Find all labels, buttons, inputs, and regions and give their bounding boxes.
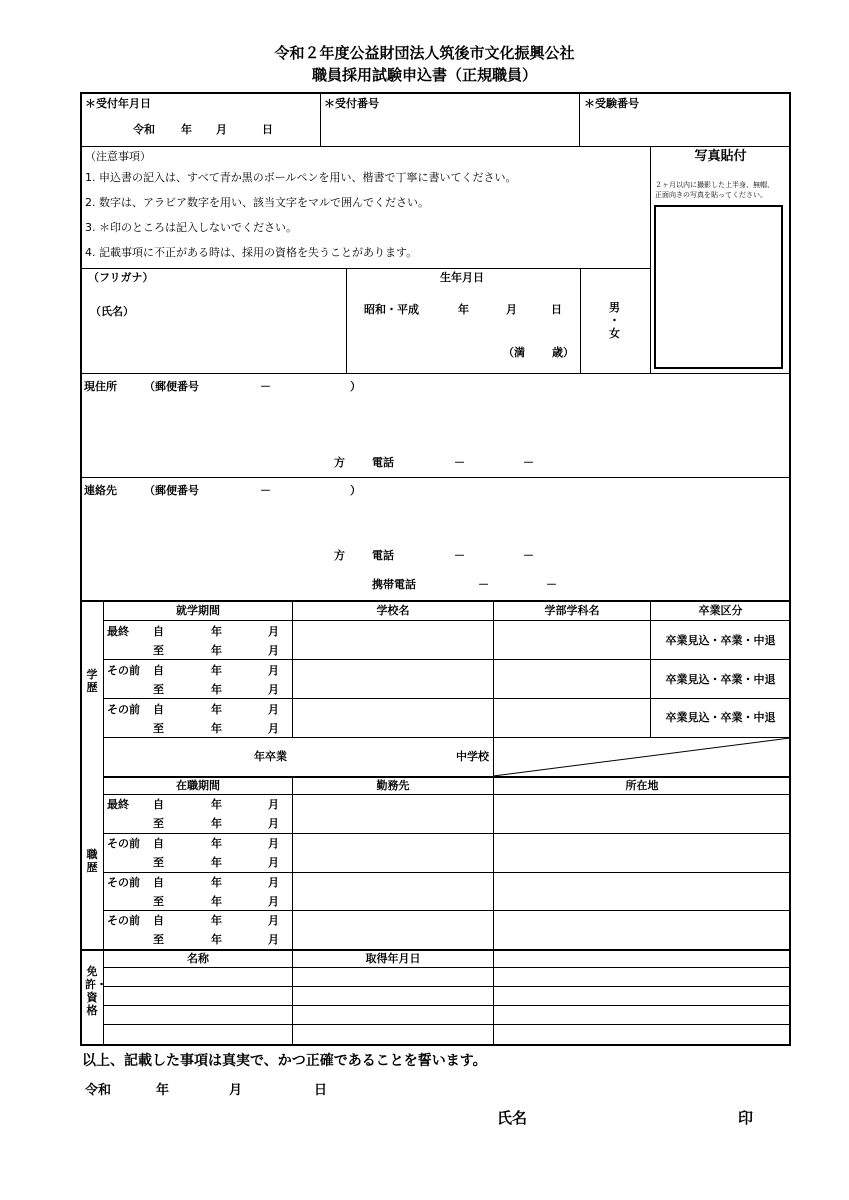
note-item: 1. 申込書の記入は、すべて青か黒のボールペンを用い、楷書で丁寧に書いてください。 (85, 171, 517, 184)
address-phone-label: 電話 (372, 456, 394, 469)
receipt-month: 月 (216, 123, 227, 136)
note-item: 2. 数字は、アラビア数字を用い、該当文字をマルで囲んでください。 (85, 196, 429, 209)
photo-title: 写真貼付 (694, 149, 747, 164)
work-from: 自 (153, 876, 164, 889)
note-item: 4. 記載事項に不正がある時は、採用の資格を失うことがあります。 (85, 246, 418, 259)
work-year: 年 (211, 798, 222, 811)
divider (81, 373, 790, 374)
receipt-number-label: ＊受付番号 (324, 97, 379, 110)
edu-from: 自 (153, 664, 164, 677)
contact-postal-close: ） (350, 484, 361, 497)
work-year: 年 (211, 876, 222, 889)
work-to: 至 (153, 817, 164, 830)
edu-row-label: その前 (107, 664, 140, 677)
divider (493, 950, 494, 1044)
edu-header-faculty: 学部学科名 (544, 604, 600, 617)
contact-mobile-dash: － (546, 578, 557, 591)
address-postal-close: ） (350, 380, 361, 393)
photo-instruction: 正面向きの写真を貼ってください。 (655, 191, 767, 199)
receipt-era: 令和 (133, 123, 155, 136)
edu-month: 月 (268, 683, 279, 696)
pledge-text: 以上、記載した事項は真実で、かつ正確であることを誓います。 (82, 1053, 487, 1069)
signature-era: 令和 (85, 1083, 112, 1098)
contact-mobile-dash: － (478, 578, 489, 591)
edu-year: 年 (211, 664, 222, 677)
address-phone-dash: － (523, 456, 534, 469)
furigana-label: （フリガナ） (88, 271, 154, 284)
edu-from: 自 (153, 703, 164, 716)
photo-box[interactable] (654, 205, 783, 369)
contact-label: 連絡先 (84, 484, 117, 497)
contact-postal-dash: － (260, 484, 271, 497)
work-month: 月 (268, 876, 279, 889)
divider (81, 268, 650, 269)
work-month: 月 (268, 933, 279, 946)
work-header-location: 所在地 (625, 779, 659, 792)
work-year: 年 (211, 914, 222, 927)
form-title-line2: 職員採用試験申込書（正規職員） (311, 66, 537, 84)
sex-female[interactable]: 女 (609, 327, 620, 340)
divider (103, 872, 790, 873)
divider (579, 93, 580, 146)
receipt-year: 年 (181, 123, 192, 136)
work-from: 自 (153, 798, 164, 811)
signature-year: 年 (156, 1083, 170, 1098)
divider (103, 967, 790, 968)
edu-to: 至 (153, 722, 164, 735)
edu-month: 月 (268, 625, 279, 638)
work-row-label: その前 (107, 837, 140, 850)
license-header-date: 取得年月日 (365, 952, 421, 965)
edu-month: 月 (268, 664, 279, 677)
work-month: 月 (268, 914, 279, 927)
edu-month: 月 (268, 644, 279, 657)
edu-status-options[interactable]: 卒業見込・卒業・中退 (665, 634, 776, 647)
edu-year: 年 (211, 703, 222, 716)
divider (103, 698, 790, 699)
edu-year: 年 (211, 644, 222, 657)
work-to: 至 (153, 856, 164, 869)
divider (103, 1024, 790, 1025)
edu-year: 年 (211, 722, 222, 735)
receipt-day: 日 (262, 123, 273, 136)
divider (650, 146, 651, 373)
divider (81, 600, 790, 602)
age-close: 歳） (552, 346, 574, 359)
dob-era: 昭和・平成 (364, 303, 419, 316)
work-row-label: 最終 (107, 798, 129, 811)
seal-label: 印 (738, 1109, 754, 1127)
contact-care-of: 方 (334, 549, 345, 562)
divider (103, 794, 790, 795)
address-care-of: 方 (334, 456, 345, 469)
edu-header-status: 卒業区分 (698, 604, 743, 617)
divider (103, 620, 790, 621)
dob-year: 年 (458, 303, 469, 316)
divider (81, 477, 790, 478)
middle-school-graduation-year: 年卒業 (254, 750, 287, 763)
dob-day: 日 (551, 303, 562, 316)
edu-to: 至 (153, 644, 164, 657)
photo-instruction: ２ヶ月以内に撮影した上半身、無帽、 (655, 181, 774, 189)
edu-status-options[interactable]: 卒業見込・卒業・中退 (665, 711, 776, 724)
edu-month: 月 (268, 703, 279, 716)
edu-year: 年 (211, 625, 222, 638)
divider (103, 776, 790, 778)
edu-from: 自 (153, 625, 164, 638)
notes-heading: （注意事項） (85, 150, 151, 163)
work-to: 至 (153, 933, 164, 946)
contact-mobile-label: 携帯電話 (372, 578, 416, 591)
work-from: 自 (153, 837, 164, 850)
work-to: 至 (153, 895, 164, 908)
work-month: 月 (268, 817, 279, 830)
work-year: 年 (211, 817, 222, 830)
receipt-date-label: ＊受付年月日 (85, 97, 151, 110)
contact-postal-label: （郵便番号 (144, 484, 199, 497)
divider (320, 93, 321, 146)
sex-male[interactable]: 男 (609, 301, 620, 314)
edu-row-label: 最終 (107, 625, 129, 638)
divider (81, 146, 790, 147)
work-month: 月 (268, 837, 279, 850)
edu-to: 至 (153, 683, 164, 696)
age-open: （満 (503, 346, 525, 359)
edu-row-label: その前 (107, 703, 140, 716)
signature-month: 月 (229, 1083, 243, 1098)
divider (103, 659, 790, 660)
work-month: 月 (268, 856, 279, 869)
work-year: 年 (211, 933, 222, 946)
middle-school-diagonal (493, 737, 790, 777)
sex-separator: ・ (609, 314, 620, 327)
license-side-label: 免許・資格 (85, 965, 107, 1017)
work-from: 自 (153, 914, 164, 927)
work-header-employer: 勤務先 (376, 779, 410, 792)
address-postal-label: （郵便番号 (144, 380, 199, 393)
dob-month: 月 (506, 303, 517, 316)
contact-phone-label: 電話 (372, 549, 394, 562)
name-label: （氏名） (90, 305, 134, 318)
work-year: 年 (211, 837, 222, 850)
work-month: 月 (268, 798, 279, 811)
edu-month: 月 (268, 722, 279, 735)
license-header-name: 名称 (187, 952, 209, 965)
contact-phone-dash: － (454, 549, 465, 562)
middle-school-label: 中学校 (456, 750, 489, 763)
divider (103, 910, 790, 911)
work-row-label: その前 (107, 876, 140, 889)
divider (580, 268, 581, 373)
work-row-label: その前 (107, 914, 140, 927)
divider (346, 268, 347, 373)
edu-header-school: 学校名 (376, 604, 410, 617)
contact-phone-dash: － (523, 549, 534, 562)
work-year: 年 (211, 856, 222, 869)
address-phone-dash: － (454, 456, 465, 469)
divider (493, 777, 494, 949)
education-side-label: 学歴 (86, 668, 98, 694)
divider (103, 1005, 790, 1006)
work-side-label: 職歴 (86, 848, 98, 874)
exam-number-label: ＊受験番号 (584, 97, 639, 110)
work-year: 年 (211, 895, 222, 908)
work-header-period: 在職期間 (176, 779, 220, 792)
work-month: 月 (268, 895, 279, 908)
divider (292, 777, 293, 949)
divider (292, 950, 293, 1044)
signature-name-label: 氏名 (497, 1109, 528, 1127)
note-item: 3. ＊印のところは記入しないでください。 (85, 221, 297, 234)
edu-header-period: 就学期間 (176, 604, 220, 617)
divider (81, 949, 790, 951)
signature-day: 日 (314, 1083, 328, 1098)
dob-label: 生年月日 (440, 271, 484, 284)
edu-year: 年 (211, 683, 222, 696)
address-postal-dash: － (260, 380, 271, 393)
divider (292, 601, 293, 738)
divider (103, 833, 790, 834)
address-label: 現住所 (84, 380, 117, 393)
form-title-line1: 令和２年度公益財団法人筑後市文化振興公社 (274, 44, 575, 62)
edu-status-options[interactable]: 卒業見込・卒業・中退 (665, 673, 776, 686)
divider (103, 986, 790, 987)
